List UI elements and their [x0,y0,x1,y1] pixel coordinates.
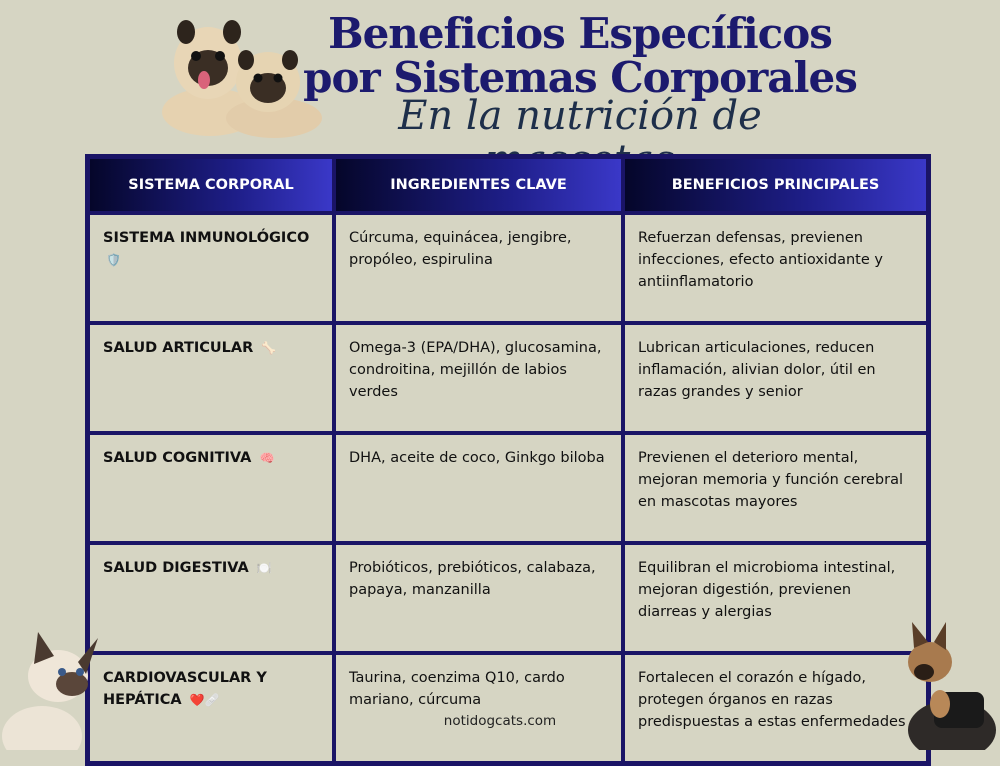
benefits-cell: Previenen el deterioro mental, mejoran memoria y función cerebral en mascotas mayores [623,433,928,543]
heart-bandage-icon: ❤️🩹 [189,693,220,707]
table-row [88,433,928,543]
benefits-table [85,154,931,766]
page-title: Beneficios Específicos por Sistemas Corporales [303,9,857,102]
table-header-row [88,157,928,213]
benefits-cell: Lubrican articulaciones, reducen inflamación, alivian dolor, útil en razas grandes y senior [623,323,928,433]
system-cell [88,543,334,653]
plate-icon: 🍽️ [256,561,272,575]
benefits-cell: Fortalecen el corazón e hígado, protegen órganos en razas predispuestas a estas enfermedades [623,653,928,763]
system-name: SISTEMA INMUNOLÓGICO [103,230,310,246]
system-name: CARDIOVASCULAR Y HEPÁTICA [103,670,267,708]
dog-illustration [890,622,1000,750]
benefits-cell: Refuerzan defensas, previenen infecciones, efecto antioxidante y antiinflamatorio [623,213,928,323]
ingredients-cell: DHA, aceite de coco, Ginkgo biloba [334,433,623,543]
system-name: SALUD COGNITIVA [103,450,252,466]
system-name: SALUD ARTICULAR [103,340,254,356]
page-subtitle: En la nutrición de [398,93,762,139]
system-cell [88,323,334,433]
ingredients-cell: Taurina, coenzima Q10, cardo mariano, cúrcuma [334,653,623,763]
system-cell [88,653,334,763]
table-row [88,653,928,763]
system-cell [88,213,334,323]
system-cell [88,433,334,543]
ingredients-cell: Probióticos, prebióticos, calabaza, papaya, manzanilla [334,543,623,653]
benefits-cell: Equilibran el microbioma intestinal, mejoran digestión, previenen diarreas y alergias [623,543,928,653]
cat-illustration [0,628,110,750]
column-header-ingredients: INGREDIENTES CLAVE [334,157,623,213]
column-header-system: SISTEMA CORPORAL [88,157,334,213]
table-row [88,323,928,433]
ingredients-cell: Cúrcuma, equinácea, jengibre, propóleo, espirulina [334,213,623,323]
brain-icon: 🧠 [259,451,275,465]
shield-icon: 🛡️ [106,253,121,267]
bone-icon: 🦴 [261,341,277,355]
table-row [88,543,928,653]
table-row [88,213,928,323]
footer-source: notidogcats.com [443,713,557,729]
ingredients-cell: Omega-3 (EPA/DHA), glucosamina, condroitina, mejillón de labios verdes [334,323,623,433]
system-name: SALUD DIGESTIVA [103,560,249,576]
pugs-illustration [148,8,323,140]
column-header-benefits: BENEFICIOS PRINCIPALES [623,157,928,213]
